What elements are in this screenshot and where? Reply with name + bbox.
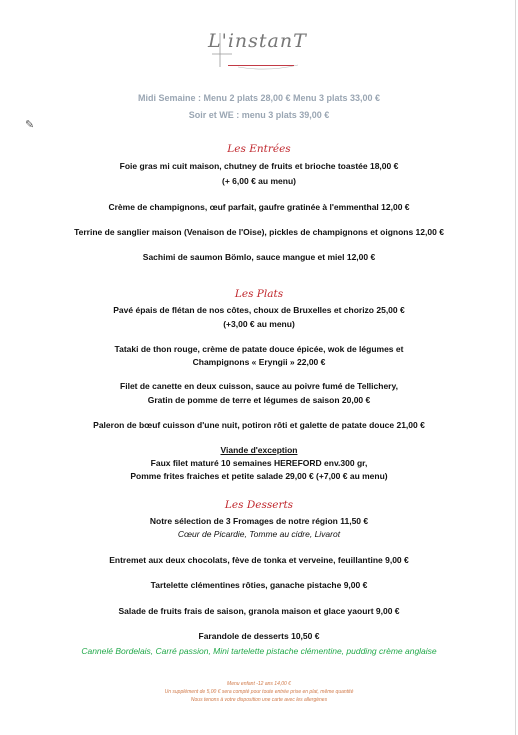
dessert-tartelette: Tartelette clémentines rôties, ganache pistache 9,00 € xyxy=(150,580,368,590)
footer-supplement: Un supplément de 5,00 € sera compté pour toute entrée prise en plat, même quantité xyxy=(164,689,354,695)
dessert-fromages-detail: Cœur de Picardie, Tomme au cidre, Livarot xyxy=(177,529,341,539)
plat-tataki-line1: Tataki de thon rouge, crème de patate douce épicée, wok de légumes et xyxy=(114,344,404,354)
price-midi: Midi Semaine : Menu 2 plats 28,00 € Menu 3 plats 33,00 € xyxy=(137,93,381,103)
entree-sachimi-saumon: Sachimi de saumon Bömlo, sauce mangue et miel 12,00 € xyxy=(142,252,376,262)
viande-exception-title: Viande d'exception xyxy=(220,445,298,455)
dessert-salade-fruits: Salade de fruits frais de saison, granola maison et glace yaourt 9,00 € xyxy=(118,606,400,616)
entree-terrine-sanglier: Terrine de sanglier maison (Venaison de l'Oise), pickles de champignons et oignons 12,00 € xyxy=(74,227,444,237)
plat-canette-line1: Filet de canette en deux cuisson, sauce au poivre fumé de Tellichery, xyxy=(120,381,398,391)
entree-creme-champignons: Crème de champignons, œuf parfait, gaufre gratinée à l'emmenthal 12,00 € xyxy=(108,202,410,212)
plat-paleron: Paleron de bœuf cuisson d'une nuit, potiron rôti et galette de patate douce 21,00 € xyxy=(93,420,425,430)
dessert-farandole: Farandole de desserts 10,50 € xyxy=(198,631,320,641)
section-title-entrees: Les Entrées xyxy=(227,143,291,155)
price-soir: Soir et WE : menu 3 plats 39,00 € xyxy=(188,110,330,120)
viande-exception-line2: Pomme frites fraiches et petite salade 29,00 € (+7,00 € au menu) xyxy=(130,471,388,481)
footer-allergenes: Nous tenons à votre disposition une carte avec les allergènes xyxy=(190,697,328,703)
dessert-entremet: Entremet aux deux chocolats, fève de tonka et verveine, feuillantine 9,00 € xyxy=(109,555,409,565)
viande-exception-line1: Faux filet maturé 10 semaines HEREFORD env.300 gr, xyxy=(150,458,368,468)
logo xyxy=(198,24,322,74)
dessert-farandole-detail: Cannelé Bordelais, Carré passion, Mini tartelette pistache clémentine, pudding crème anglaise xyxy=(81,646,437,656)
section-title-desserts: Les Desserts xyxy=(224,499,294,511)
plat-fletan: Pavé épais de flétan de nos côtes, choux de Bruxelles et chorizo 25,00 € xyxy=(113,305,405,315)
entree-foie-gras: Foie gras mi cuit maison, chutney de fruits et brioche toastée 18,00 € xyxy=(119,161,399,171)
pen-icon: ✎ xyxy=(25,119,35,131)
plat-canette-line2: Gratin de pomme de terre et légumes de saison 20,00 € xyxy=(147,395,371,405)
logo-underline xyxy=(228,65,294,66)
dessert-fromages: Notre sélection de 3 Fromages de notre région 11,50 € xyxy=(149,516,369,526)
entree-foie-gras-supplement: (+ 6,00 € au menu) xyxy=(222,176,296,186)
logo-text: L'instanT xyxy=(208,30,307,52)
plat-fletan-supplement: (+3,00 € au menu) xyxy=(223,319,295,329)
footer-menu-enfant: Menu enfant -12 ans 14,00 € xyxy=(227,681,291,687)
plat-tataki-line2: Champignons « Eryngii » 22,00 € xyxy=(192,357,326,367)
section-title-plats: Les Plats xyxy=(234,288,284,300)
